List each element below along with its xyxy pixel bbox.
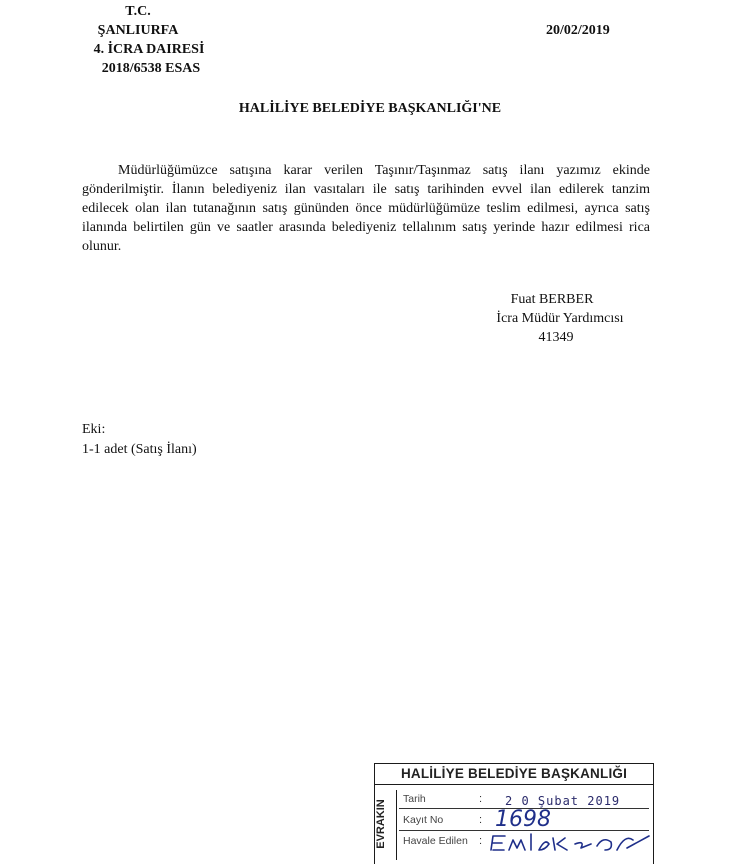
header-office: 4. İCRA DAIRESİ: [93, 42, 205, 57]
stamp-date-value: 2 0 Şubat 2019: [505, 794, 621, 808]
stamp-side-label: EVRAKIN: [374, 799, 387, 849]
signatory-title: İcra Müdür Yardımcısı: [496, 311, 624, 326]
recipient-heading: HALİLİYE BELEDİYE BAŞKANLIĞI'NE: [238, 101, 502, 116]
body-paragraph: Müdürlüğümüzce satışına karar verilen Taşınır/Taşınmaz satış ilanı yazımız ekinde gönderilmiştir. İlanın belediyeniz ilan vasıtaları ile satış tarihinden evvel ilan edilerek tanzim edilecek olan ilan tutanağının satış gününden önce müdürlüğümüze teslim edilmesi, ayrıca satış ilanında belirtilen gün ve saatler arasında belediyeniz tellalınım satış yerinde hazır edilmesi rica olunur.: [82, 163, 650, 254]
stamp-colon: :: [479, 793, 483, 805]
handwritten-annotation: [487, 830, 652, 856]
header-city: ŞANLIURFA: [97, 23, 179, 38]
attachments-label: Eki:: [82, 422, 106, 437]
stamp-forward-label: Havale Edilen: [403, 835, 468, 847]
stamp-date-label: Tarih: [403, 793, 426, 805]
stamp-colon: :: [479, 835, 483, 847]
signatory-name: Fuat BERBER: [510, 292, 594, 307]
stamp-reg-value: 1698: [495, 807, 551, 832]
stamp-title: HALİLİYE BELEDİYE BAŞKANLIĞI: [375, 766, 653, 785]
attachment-item: 1-1 adet (Satış İlanı): [82, 442, 197, 457]
stamp-reg-label: Kayıt No: [403, 814, 444, 826]
stamp-colon: :: [479, 814, 483, 826]
header-tc: T.C.: [125, 4, 151, 19]
signatory-id: 41349: [538, 330, 574, 345]
stamp-side-box: [374, 790, 397, 860]
document-date: 20/02/2019: [546, 23, 610, 38]
header-case-number: 2018/6538 ESAS: [101, 61, 201, 76]
